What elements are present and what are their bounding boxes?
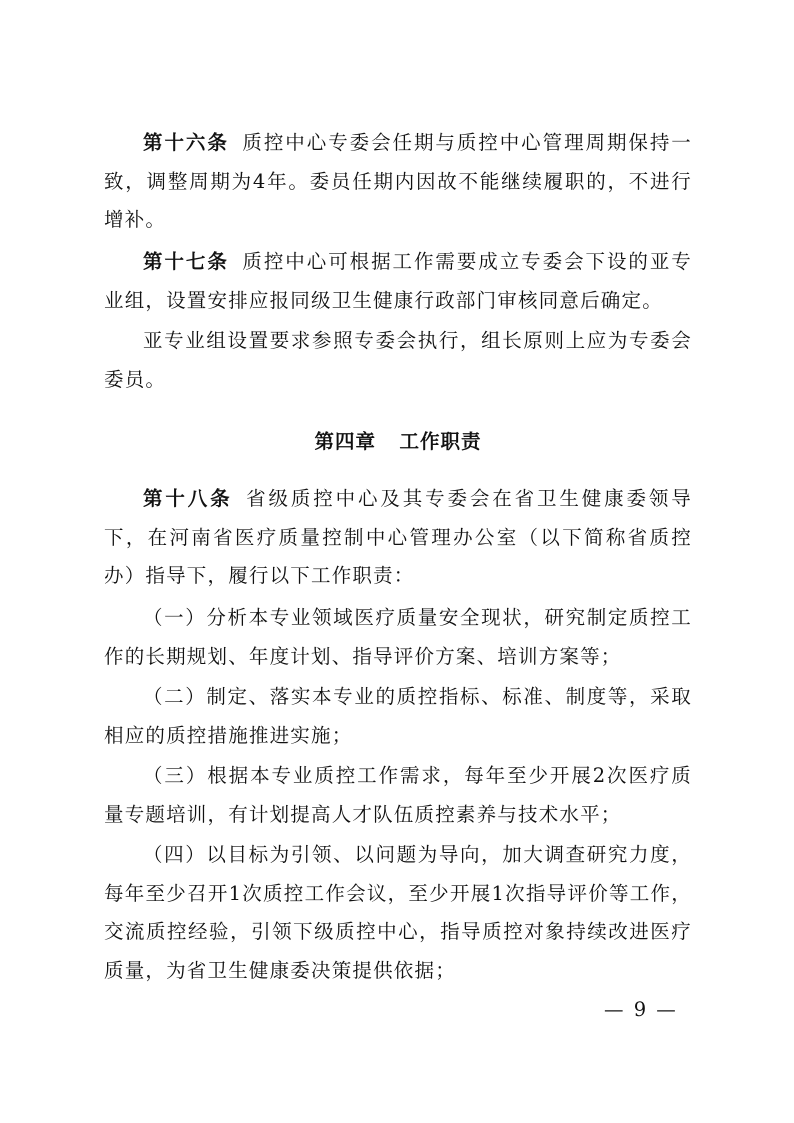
article-17-paragraph-2: 亚专业组设置要求参照专委会执行，组长原则上应为专委会委员。 <box>104 329 692 391</box>
article-17-text: 质控中心可根据工作需要成立专委会下设的亚专业组，设置安排应报同级卫生健康行政部门审核同意后确定。 <box>104 250 692 312</box>
article-18-text: 省级质控中心及其专委会在省卫生健康委领导下，在河南省医疗质量控制中心管理办公室（以下简称省质控办）指导下，履行以下工作职责： <box>104 487 692 587</box>
duty-item-3: （三）根据本专业质控工作需求，每年至少开展2次医疗质量专题培训，有计划提高人才队伍质控素养与技术水平； <box>104 764 692 826</box>
page-number: — 9 — <box>604 998 678 1021</box>
chapter-heading <box>104 423 692 462</box>
article-18-label: 第十八条 <box>143 487 233 510</box>
article-16-text: 质控中心专委会任期与质控中心管理周期保持一致，调整周期为4年。委员任期内因故不能继续履职的，不进行增补。 <box>104 131 692 231</box>
article-17-label: 第十七条 <box>143 250 229 273</box>
duty-item-4: （四）以目标为引领、以问题为导向，加大调查研究力度，每年至少召开1次质控工作会议，至少开展1次指导评价等工作，交流质控经验，引领下级质控中心，指导质控对象持续改进医疗质量，为省卫生健康委决策提供依据； <box>104 843 692 982</box>
article-16-label: 第十六条 <box>143 131 229 154</box>
article-18 <box>104 480 692 596</box>
duty-item-1: （一）分析本专业领域医疗质量安全现状，研究制定质控工作的长期规划、年度计划、指导评价方案、培训方案等； <box>104 606 692 668</box>
duty-item-2: （二）制定、落实本专业的质控指标、标准、制度等，采取相应的质控措施推进实施； <box>104 685 692 747</box>
article-16 <box>104 124 692 240</box>
chapter-number: 第四章 <box>314 430 377 453</box>
chapter-title: 工作职责 <box>399 430 482 453</box>
article-17 <box>104 243 692 320</box>
